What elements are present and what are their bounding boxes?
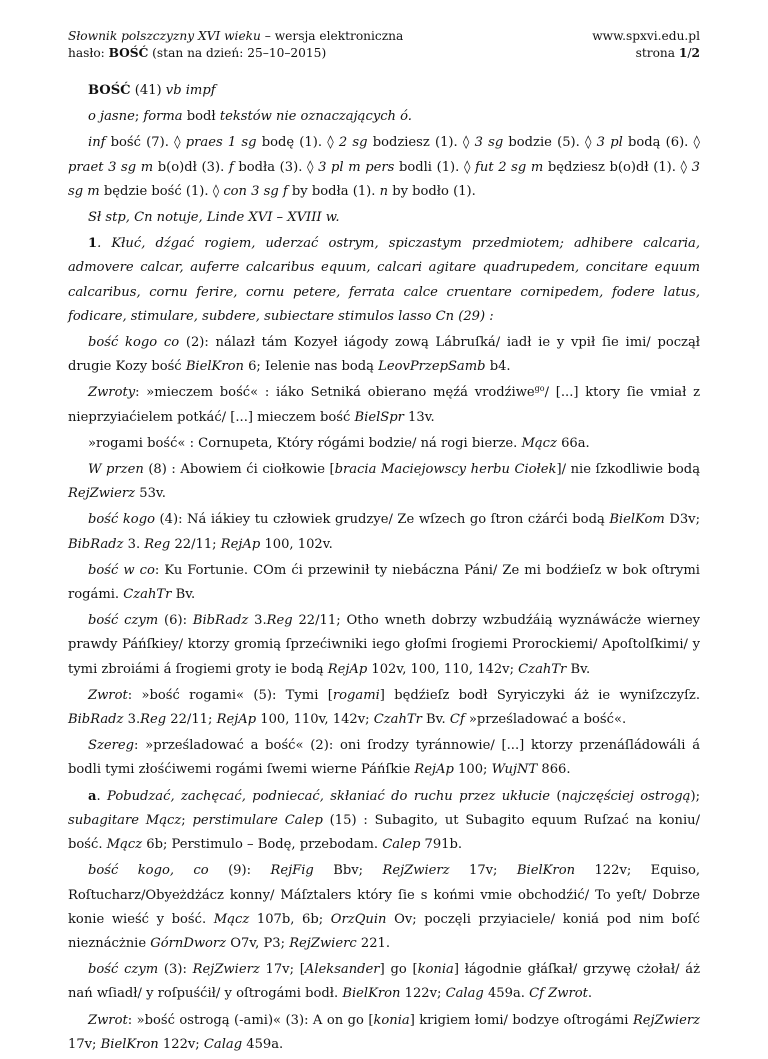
italic-run: 3 sg m — [68, 159, 700, 199]
text-run: bodzie (5). ◊ — [503, 135, 597, 151]
text-run: »prześladować a bość«. — [464, 712, 627, 728]
subsense-paragraph — [68, 859, 700, 956]
text-run: 3. — [123, 712, 141, 728]
italic-run: LeovPrzepSamb — [378, 359, 486, 375]
italic-run: bość kogo co — [88, 335, 180, 351]
italic-run: bość czym — [88, 613, 159, 629]
text-run: 122v; — [400, 986, 446, 1002]
text-run: (9): — [208, 863, 271, 879]
page-current: 1 — [678, 46, 688, 60]
text-run: ] będźieſz bodł Syryiczyki áż ie wyniſzczyſz. — [379, 687, 700, 703]
entry-headword: BOŚĆ — [88, 83, 131, 98]
bold-run: a — [88, 788, 97, 804]
italic-run: Zwrot — [88, 1012, 128, 1028]
text-run: będzie bość (1). ◊ — [99, 183, 224, 199]
form-note-part: o jasne — [88, 109, 135, 125]
header-headword: BOŚĆ — [108, 46, 149, 60]
text-run: : Ku Fortunie. COm ći przewinił ty niebáczna Páni/ Ze mi bodźieſz w bok oſtrymi rogámi. — [68, 562, 700, 603]
text-run: D3v; — [664, 512, 700, 528]
italic-run: perstimulare Calep — [192, 812, 323, 828]
sense-definition: . Kłuć, dźgać rogiem, uderzać ostrym, spiczastym przedmiotem; adhibere calcaria, admovere calcar, auferre calcaribus equum, calcari agitare quadrupedem, concitare equum calcaribus, cornu ferire, cornu petere, ferrata calce cruentare cornipedem, fodere latus, fodicare, stimulare, subdere, subiectare stimulos lasso Cn (29) : — [68, 236, 700, 324]
text-run: ] łágodnie głáſkał/ grzywę cżołał/ áż nań wſiadł/ y roſpuśćił/ y oſtrogámi bodł. — [68, 962, 700, 1002]
text-run: 122v; Equiso, Roſtucharz/Obyeżdżácz konny/ Máſztalers który ſie s końmi vmie obchodźić/ To yeſt/ Dobrze konie wieść y bość. — [68, 863, 701, 927]
entry-pos: vb impf — [165, 83, 216, 98]
sources-line — [68, 206, 700, 230]
form-note-part: bodł — [182, 109, 220, 125]
text-run: Bv. — [421, 712, 450, 728]
text-run: 107b, 6b; — [249, 911, 331, 927]
site-url[interactable]: www.spxvi.edu.pl — [592, 29, 700, 43]
italic-run: RejAp — [220, 536, 261, 552]
text-run: ]/ nie ſzkodliwie bodą — [556, 462, 700, 478]
page-number — [592, 45, 700, 62]
text-run: (6): — [158, 613, 193, 629]
zwroty-text-a — [88, 385, 535, 400]
text-run: (15) : Subagito, ut Subagito equum Ruſzać na koniu/ bość. — [68, 812, 701, 853]
sense-1-definition — [68, 232, 700, 329]
title-separator: – — [260, 29, 275, 43]
inflection-paragraph — [68, 131, 700, 204]
italic-run: praet 3 sg m — [68, 159, 154, 175]
text-run: (3): — [158, 962, 193, 978]
italic-run: konia — [373, 1012, 410, 1028]
italic-run: RejZwierz — [68, 486, 136, 502]
text-run: 102v, 100, 110, 142v; — [367, 661, 519, 677]
zwrot-paragraph — [68, 684, 700, 732]
text-run: / [...] ktory ſie vmiał z nieprzyiaćielem potkáć/ [...] mieczem bość — [68, 385, 700, 425]
italic-run: OrzQuin — [330, 911, 387, 927]
italic-run: Mącz — [106, 837, 143, 853]
superscript: go — [534, 384, 545, 394]
form-note-part: ; — [134, 109, 144, 125]
text-run: (4): Ná iákiey tu człowiek grudzye/ Ze wſzech go ſtron cżárći bodą — [154, 512, 610, 528]
sense-number: 1 — [88, 236, 98, 252]
italic-run: RejZwierc — [289, 935, 357, 951]
text-run: ); — [690, 788, 700, 804]
italic-run: RejZwierz — [632, 1012, 701, 1028]
haslo-label: hasło: — [68, 46, 109, 60]
text-run: 3. — [123, 536, 145, 552]
italic-run: Mącz — [213, 911, 250, 927]
text-run: 100; — [453, 762, 492, 778]
text-run: ] go [ — [379, 962, 418, 978]
text-run: bodę (1). ◊ — [256, 135, 339, 151]
text-run: Bbv; — [313, 863, 383, 879]
text-run: Bv. — [171, 587, 196, 603]
text-run: 17v; — [68, 1036, 101, 1052]
italic-run: Zwrot — [88, 687, 128, 703]
text-run: 13v. — [403, 409, 435, 425]
text-run: 17v; [ — [259, 962, 305, 978]
text-run: b(o)dł (3). — [153, 159, 229, 175]
text-run: . — [587, 986, 593, 1002]
text-run: bodą (6). ◊ — [622, 135, 701, 151]
italic-run: W przen — [88, 462, 144, 478]
italic-run: bracia Maciejowscy herbu Ciołek — [334, 462, 557, 478]
sources-text: Sł stp, Cn notuje, Linde XVI – XVIII w. — [88, 210, 340, 226]
italic-run: konia — [417, 962, 454, 978]
italic-run: Reg — [144, 536, 171, 552]
italic-run: BielKron — [342, 986, 401, 1002]
text-run: : »bość rogami« (5): Tymi [ — [127, 687, 333, 703]
italic-run: Cf Zwrot — [529, 986, 588, 1002]
text-run: 791b. — [420, 837, 463, 853]
sense-a-definition — [68, 785, 700, 858]
italic-run: najczęściej ostrogą — [561, 788, 691, 804]
text-run: O7v, P3; — [226, 935, 290, 951]
text-run: (2): nálazł tám Kozyeł iágody zową Lábruſká/ iadł ie y vpił ſie imi/ począł drugie Kozy bość — [68, 335, 700, 375]
italic-run: RejZwierz — [382, 863, 450, 879]
italic-run: Calag — [203, 1036, 243, 1052]
italic-run: Aleksander — [304, 962, 380, 978]
italic-run: Szereg — [88, 738, 135, 754]
text-run: ] krigiem łomi/ bodzye oſtrogámi — [409, 1012, 633, 1028]
italic-run: BielKron — [516, 863, 576, 879]
zwroty-paragraph — [68, 381, 700, 429]
italic-run: BielKron — [185, 359, 244, 375]
italic-run: f — [228, 159, 234, 175]
header-right — [592, 28, 700, 62]
italic-run: fut 2 sg m — [475, 159, 544, 175]
italic-run: bość kogo, co — [88, 863, 209, 879]
italic-run: Reg — [140, 712, 167, 728]
italic-run: subagitare Mącz — [68, 812, 182, 828]
subsense-paragraph — [68, 609, 700, 682]
text-run: 22/11; — [166, 712, 217, 728]
italic-run: Reg — [266, 613, 293, 629]
status-date: (stan na dzień: 25–10–2015) — [148, 46, 327, 60]
text-run: (8) : Abowiem ći ciołkowie [ — [143, 462, 335, 478]
italic-run: BibRadz — [68, 536, 124, 552]
form-note-part: tekstów nie oznaczających ó. — [219, 109, 412, 125]
text-run: 53v. — [135, 486, 166, 502]
text-run: będziesz b(o)dł (1). ◊ — [543, 159, 692, 175]
page-separator: / — [687, 46, 692, 60]
text-run: 6; Ielenie nas bodą — [243, 359, 379, 375]
italic-run: bość kogo — [88, 512, 155, 528]
text-run: by bodło (1). — [388, 183, 476, 199]
subsense-paragraph — [68, 508, 700, 556]
text-run: ; — [181, 812, 193, 828]
italic-run: RejAp — [414, 762, 454, 778]
text-run: 6b; Perstimulo – Bodę, przebodam. — [142, 837, 383, 853]
italic-run: 3 sg — [474, 135, 504, 151]
text-run: : »bość ostrogą (-ami)« (3): A on go [ — [127, 1012, 374, 1028]
form-note — [68, 105, 700, 129]
dictionary-title-line — [68, 28, 403, 45]
italic-run: BibRadz — [68, 712, 124, 728]
italic-run: n — [379, 183, 389, 199]
text-run: 459a. — [242, 1036, 284, 1052]
przen-paragraph — [68, 458, 700, 506]
italic-run: GórnDworz — [150, 935, 227, 951]
text-run: 866. — [537, 762, 571, 778]
entry-info-line — [68, 45, 403, 62]
italic-run: BielKom — [609, 512, 665, 528]
header-left — [68, 28, 403, 62]
italic-run: RejAp — [216, 712, 257, 728]
text-run: 66a. — [556, 435, 590, 451]
subsense-paragraph — [68, 559, 700, 607]
italic-run: 3 pl m pers — [318, 159, 395, 175]
text-run: 3. — [248, 613, 267, 629]
italic-run: Mącz — [521, 435, 557, 451]
text-run: 122v; — [158, 1036, 204, 1052]
italic-run: inf — [88, 135, 106, 151]
text-run: 22/11; Otho wneth dobrzy wzbudźáią wyznáwácże wierney prawdy Páńſkiey/ ktorzy gromią ſprzećiwniki iego głoſmi ſrogiemi Prorockiemi/ Apoſtolſkimi/ y tymi zbroiámi á ſrogiemi groty ie bodą — [68, 613, 700, 677]
page-prefix: strona — [635, 46, 679, 60]
italic-run: BielSpr — [354, 409, 404, 425]
italic-run: RejFig — [270, 863, 314, 879]
italic-run: RejAp — [327, 661, 368, 677]
italic-run: con 3 sg f — [223, 183, 288, 199]
text-run: 459a. — [483, 986, 530, 1002]
entry-body — [68, 79, 700, 1059]
italic-run: Zwroty — [88, 385, 136, 401]
text-run: . — [96, 788, 108, 804]
text-run: 100, 110v, 142v; — [256, 712, 374, 728]
text-run: b4. — [485, 359, 511, 375]
italic-run: 2 sg — [338, 135, 368, 151]
italic-run: BielKron — [100, 1036, 159, 1052]
text-run: bodziesz (1). ◊ — [367, 135, 475, 151]
text-run: bodła (3). ◊ — [233, 159, 319, 175]
italic-run: Calep — [382, 837, 421, 853]
entry-heading — [68, 79, 700, 103]
italic-run: BibRadz — [192, 613, 249, 629]
italic-run: praes 1 sg — [185, 135, 257, 151]
text-run: ( — [550, 788, 562, 804]
subsense-paragraph — [68, 331, 700, 379]
text-run: Bv. — [566, 661, 591, 677]
page-total: 2 — [691, 46, 700, 60]
text-run: bodli (1). ◊ — [394, 159, 476, 175]
italic-run: Cf — [449, 712, 465, 728]
entry-count: (41) — [130, 83, 166, 98]
text-run: 221. — [356, 935, 391, 951]
italic-run: Calag — [445, 986, 484, 1002]
text-run: 100, 102v. — [260, 536, 333, 552]
form-note-part: forma — [143, 109, 183, 125]
italic-run: Pobudzać, zachęcać, podniecać, skłaniać do ruchu przez ukłucie — [107, 788, 551, 804]
zwrot-paragraph — [68, 1009, 700, 1057]
italic-run: WujNT — [491, 762, 538, 778]
text-run: bość (7). ◊ — [105, 135, 186, 151]
italic-run: bość w co — [88, 562, 155, 578]
text-run: by bodła (1). — [287, 183, 380, 199]
italic-run: bość czym — [88, 962, 159, 978]
text-run: 22/11; — [170, 536, 221, 552]
text-run: 17v; — [449, 863, 517, 879]
text-run: : »mieczem bość« : iáko Setniká obierano męźá vrodźiwe — [135, 385, 535, 401]
text-run: : »prześladować a bość« (2): oni ſrodzy tyránnowie/ [...] ktorzy przenáſládowáli á bodli tymi złośćiwemi rogámi ſwemi wierne Páńſkie — [68, 738, 700, 778]
page-header — [68, 28, 700, 62]
italic-run: CzahTr — [373, 712, 422, 728]
italic-run: 3 pl — [596, 135, 623, 151]
rogami-paragraph — [68, 432, 700, 456]
text-run: »rogami bość« : Cornupeta, Który rógámi bodzie/ ná rogi bierze. — [88, 435, 522, 451]
italic-run: RejZwierz — [192, 962, 260, 978]
edition-label: wersja elektroniczna — [274, 29, 404, 43]
szereg-paragraph — [68, 734, 700, 782]
dictionary-title: Słownik polszczyzny XVI wieku — [68, 29, 261, 43]
subsense-paragraph — [68, 958, 700, 1006]
italic-run: CzahTr — [518, 661, 567, 677]
italic-run: CzahTr — [123, 587, 172, 603]
text-run: Ov; poczęli przyiaciele/ koniá pod nim boſć nieznácżnie — [68, 911, 700, 951]
italic-run: rogami — [332, 687, 380, 703]
